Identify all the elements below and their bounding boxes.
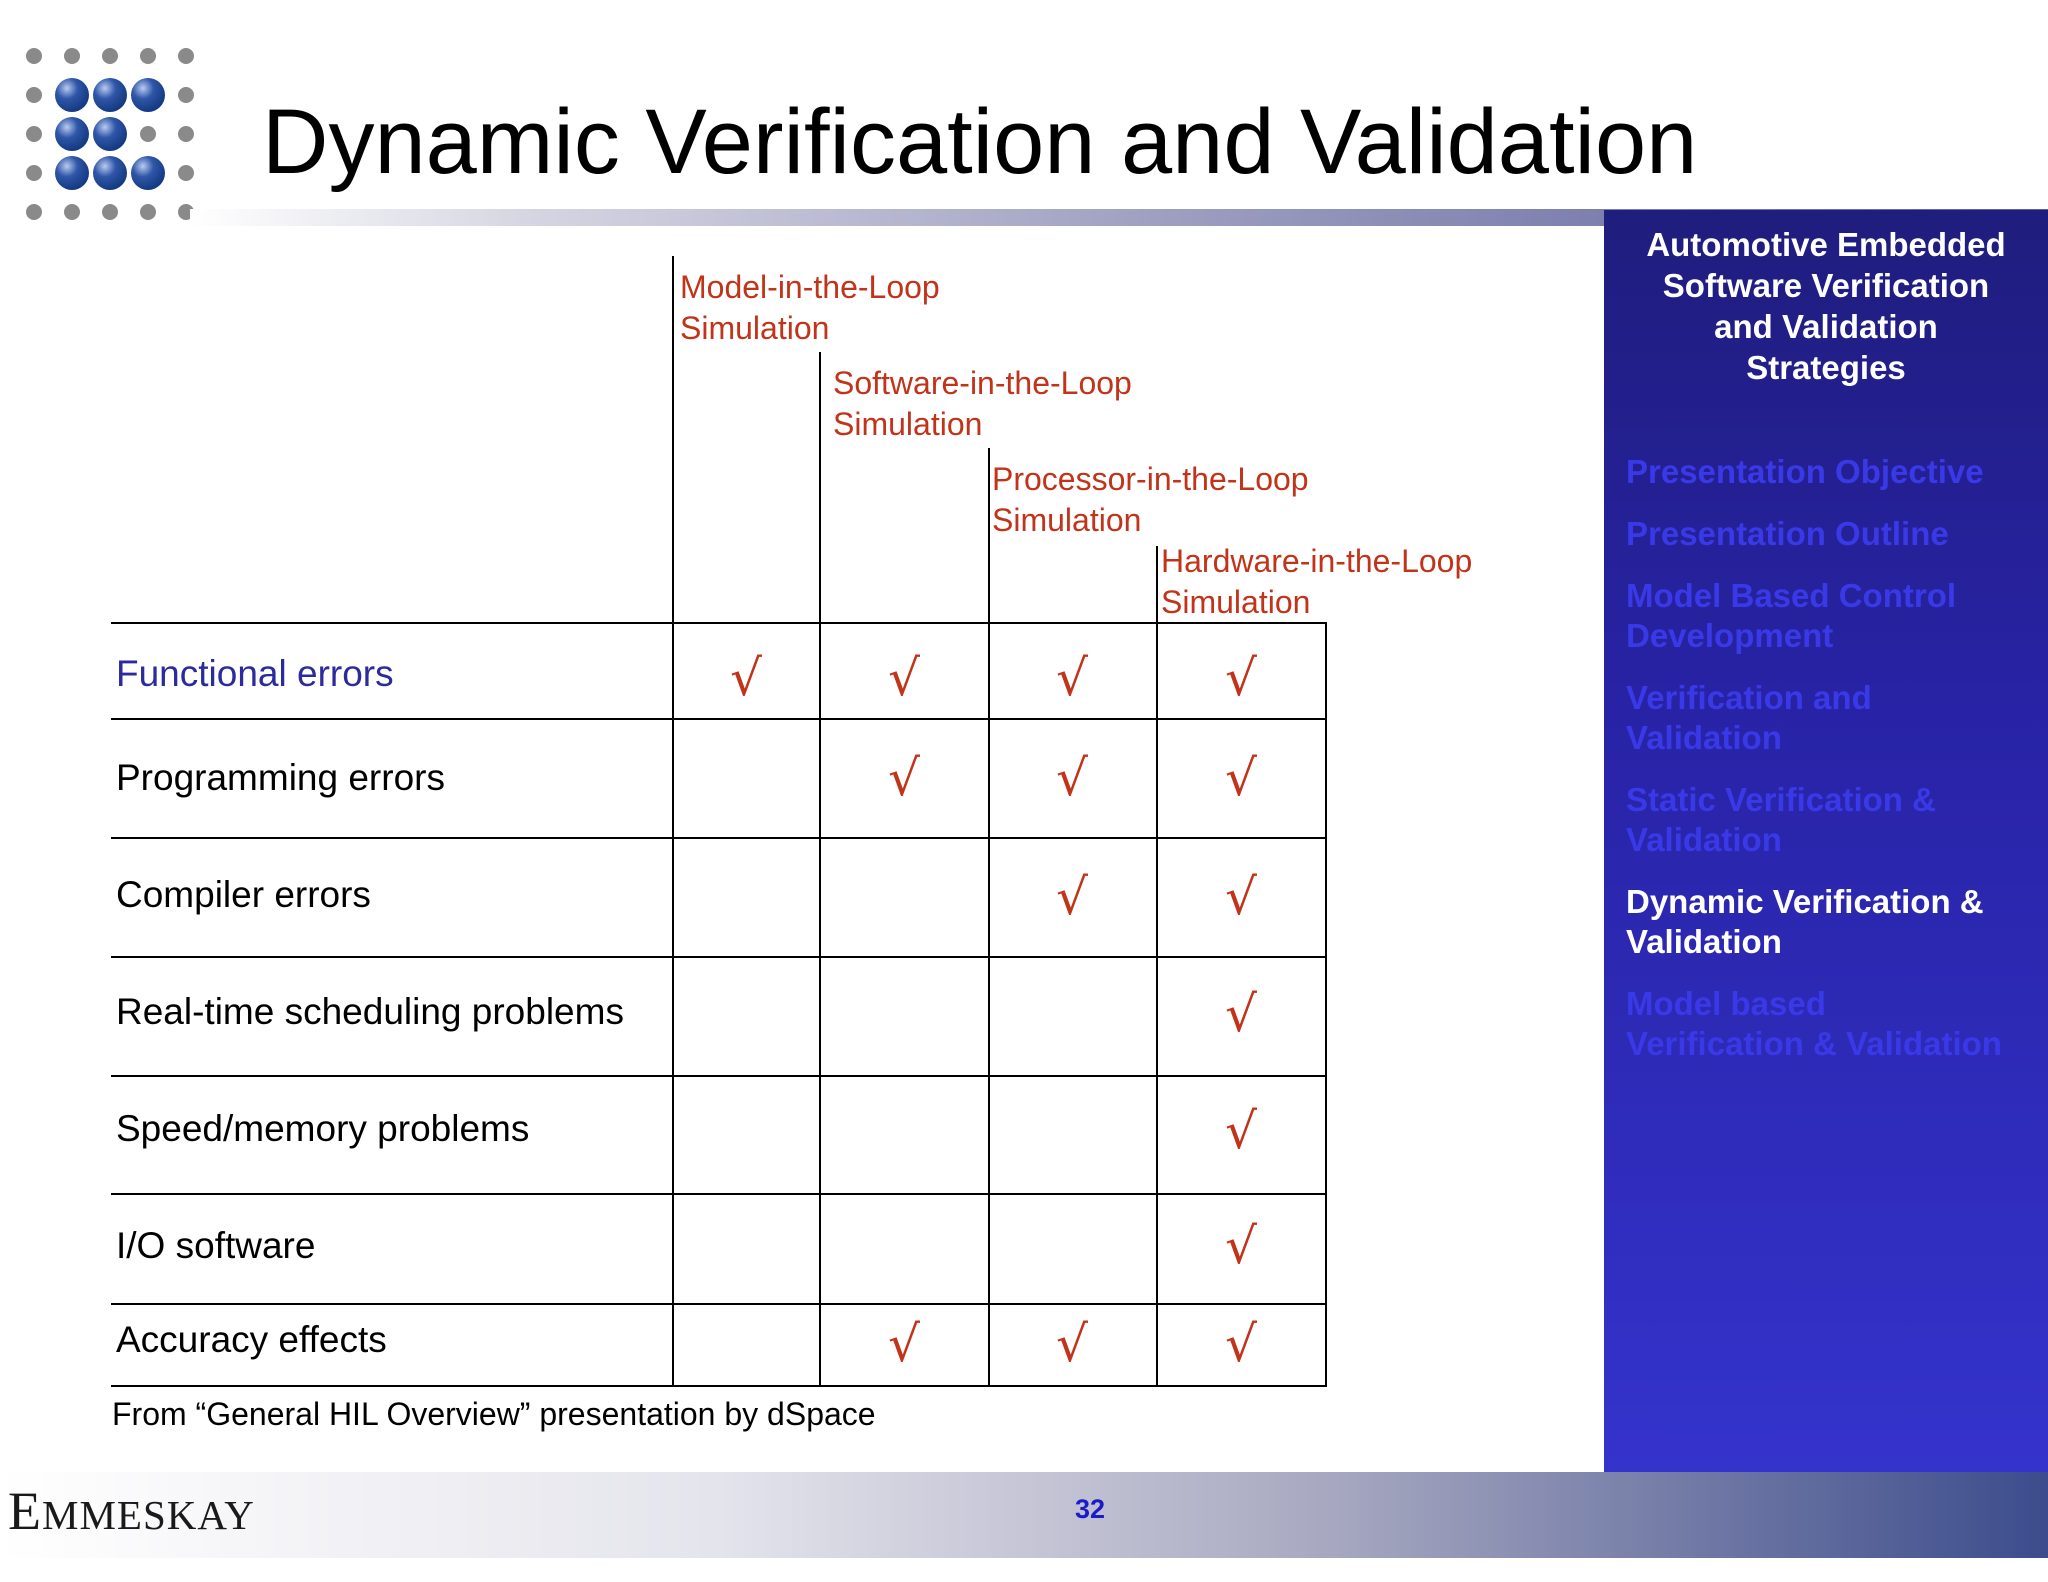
sidebar-item-presentation-objective[interactable]: Presentation Objective [1626,453,1984,490]
source-citation: From “General HIL Overview” presentation by dSpace [112,1396,876,1432]
check-mark: √ [1056,1315,1088,1373]
logo-dot-gray [140,48,156,64]
check-mark: √ [1056,868,1088,926]
footer-band [0,1472,2048,1558]
row-label-real-time-scheduling: Real-time scheduling problems [116,991,624,1032]
row-label-functional-errors: Functional errors [116,653,394,694]
logo-dot-blue [93,78,127,112]
sidebar-item-model-based-verification[interactable]: Model based Verification & Validation [1626,985,2002,1062]
row-label-speed-memory: Speed/memory problems [116,1108,530,1149]
check-mark: √ [1225,1217,1257,1275]
logo-dot-gray [26,204,42,220]
table-vline-2 [819,352,821,1387]
sidebar-item-presentation-outline[interactable]: Presentation Outline [1626,515,1949,552]
table-hline [111,837,1327,839]
logo-dots-icon [20,42,200,232]
logo-dot-gray [26,165,42,181]
logo-dot-blue [93,156,127,190]
check-mark: √ [1225,985,1257,1043]
table-vline-3 [988,448,990,1387]
sidebar-header: Automotive Embedded Software Verification and Validation Strategies [1646,226,2006,386]
column-header-sil: Software-in-the-Loop Simulation [833,365,1132,442]
column-header-hil: Hardware-in-the-Loop Simulation [1161,543,1473,620]
row-label-io-software: I/O software [116,1225,316,1266]
logo-dot-gray [178,126,194,142]
check-mark: √ [1056,749,1088,807]
logo-dot-gray [102,204,118,220]
logo-dot-gray [26,48,42,64]
logo-dot-gray [26,87,42,103]
column-header-mil: Model-in-the-Loop Simulation [680,269,940,346]
logo-dot-blue [131,156,165,190]
check-mark: √ [1225,649,1257,707]
table-hline [111,956,1327,958]
table-hline [111,1303,1327,1305]
check-mark: √ [1225,749,1257,807]
logo-dot-gray [178,48,194,64]
check-mark: √ [730,649,762,707]
sidebar-panel [1604,210,2048,1472]
sidebar-item-static-verification[interactable]: Static Verification & Validation [1626,781,1936,858]
logo-dot-blue [131,78,165,112]
sidebar-item-model-based-control-development[interactable]: Model Based Control Development [1626,577,1957,654]
row-label-programming-errors: Programming errors [116,757,445,798]
check-mark: √ [888,1315,920,1373]
check-mark: √ [888,649,920,707]
sidebar-item-dynamic-verification[interactable]: Dynamic Verification & Validation [1626,883,1984,960]
logo-dot-gray [26,126,42,142]
logo-dot-blue [93,117,127,151]
logo-dot-blue [55,156,89,190]
sidebar-item-verification-and-validation[interactable]: Verification and Validation [1626,679,1872,756]
logo-dot-gray [64,48,80,64]
logo-dot-gray [178,165,194,181]
table-hline [111,1385,1327,1387]
logo-dot-gray [178,87,194,103]
logo-dot-gray [102,48,118,64]
check-mark: √ [888,749,920,807]
page-number: 32 [1074,1494,1106,1524]
emmeskay-logo: EMMESKAY [8,1481,255,1541]
logo-dot-blue [55,78,89,112]
logo-dot-gray [140,126,156,142]
check-mark: √ [1225,1315,1257,1373]
table-vline-1 [672,256,674,1387]
row-label-compiler-errors: Compiler errors [116,874,371,915]
column-header-pil: Processor-in-the-Loop Simulation [992,461,1309,538]
check-mark: √ [1225,868,1257,926]
check-mark: √ [1225,1102,1257,1160]
slide-title: Dynamic Verification and Validation [262,91,1698,193]
table-hline [111,622,1327,624]
logo-dot-gray [64,204,80,220]
row-label-accuracy-effects: Accuracy effects [116,1319,387,1360]
table-vline-4 [1156,546,1158,1387]
logo-dot-blue [55,117,89,151]
logo-dot-gray [140,204,156,220]
table-hline [111,1075,1327,1077]
check-mark: √ [1056,649,1088,707]
table-hline [111,1193,1327,1195]
table-vline-5 [1325,623,1327,1387]
table-hline [111,718,1327,720]
